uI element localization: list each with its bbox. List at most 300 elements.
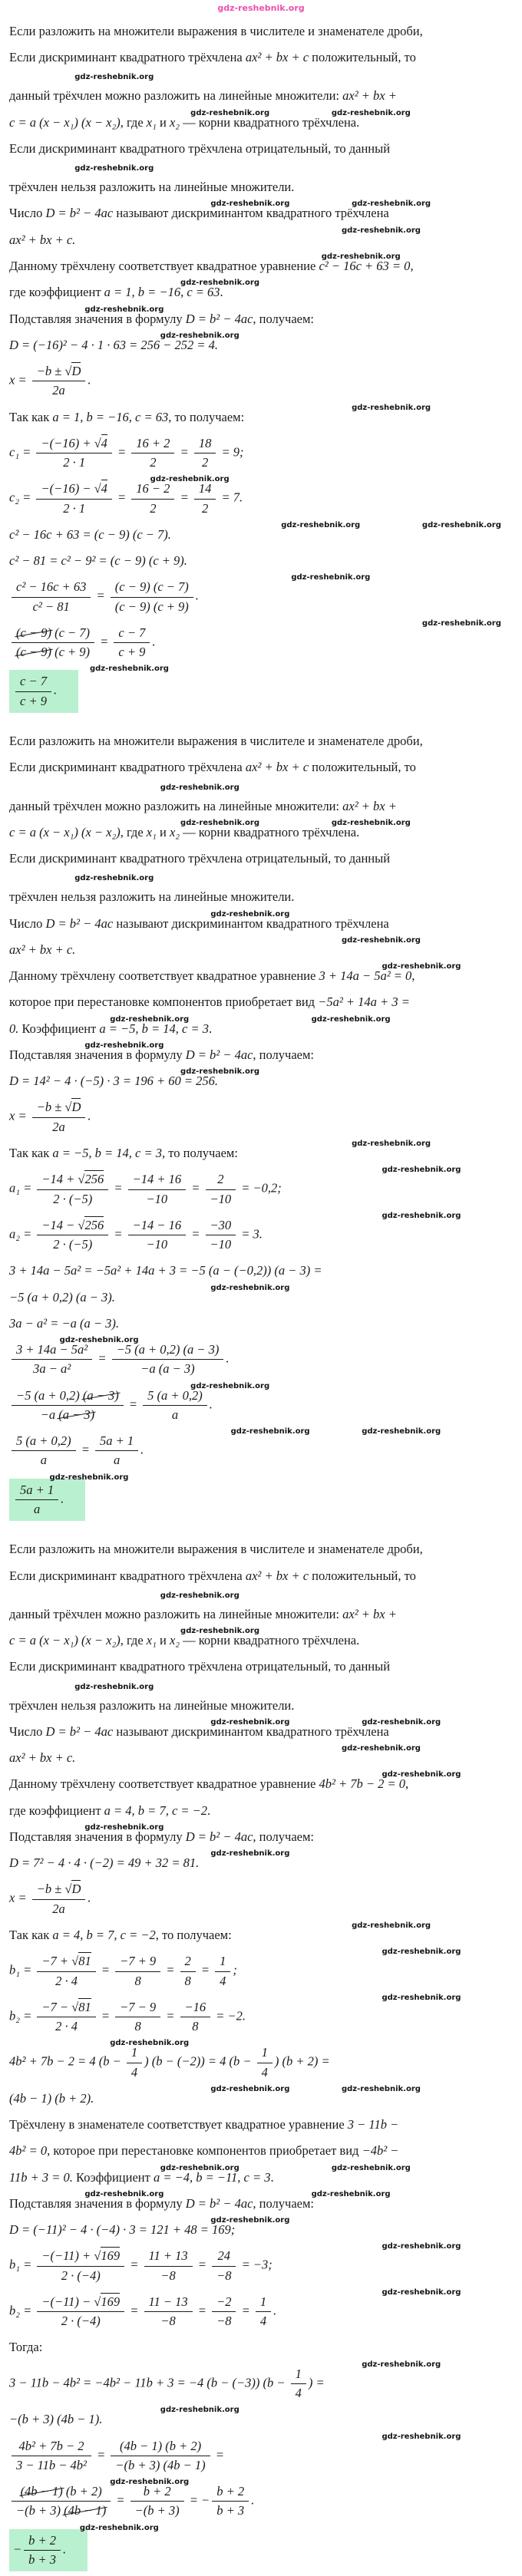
fraction — [15, 1482, 58, 1519]
solution-line — [9, 45, 513, 71]
solution-line — [9, 18, 513, 45]
solution-line — [9, 404, 513, 430]
text-segment: 1 — [295, 2366, 302, 2381]
text-segment: . — [220, 285, 223, 300]
fraction-denominator — [256, 2312, 271, 2330]
text-segment: c² − 81 = c² − 9² = (c − 9) (c + 9). — [9, 553, 187, 569]
text-segment: Если разложить на множители выражения в числителе и знаменателе дроби, — [9, 734, 423, 749]
watermark: gdz-reshebnik.org — [110, 2039, 190, 2048]
solution-line — [9, 2479, 513, 2525]
text-segment: 2 · 4 — [55, 1973, 78, 1988]
text-segment: . — [209, 1021, 213, 1036]
text-segment: D = b² − 4ac — [45, 1723, 114, 1739]
watermark-row — [9, 162, 513, 174]
text-segment: a = −4, b = −11, c = 3 — [153, 2169, 271, 2185]
fraction-denominator — [114, 643, 150, 661]
text-segment: −8 — [160, 2314, 176, 2329]
text-segment: = −2. — [213, 2008, 246, 2024]
text-segment: Данному трёхчлену соответствует квадратное уравнение — [9, 968, 319, 984]
text-segment: ) (b + 2) = — [274, 2053, 330, 2069]
text-segment: 3 − 11b − 4b² — [16, 2457, 87, 2472]
fraction-denominator — [12, 2502, 111, 2519]
text-segment: 18 — [198, 435, 212, 450]
fraction-numerator — [257, 2044, 273, 2063]
fraction-denominator — [12, 2456, 91, 2474]
text-segment: c² − 16c + 63 — [16, 579, 87, 595]
text-segment: и — [156, 114, 170, 130]
watermark-row — [9, 71, 513, 83]
text-segment: , — [411, 968, 415, 984]
text-segment: 1 — [130, 2045, 138, 2060]
solution-line — [9, 846, 513, 872]
fraction-denominator — [206, 1235, 236, 1253]
text-segment: 2a — [52, 383, 65, 398]
text-segment: −(−11) + √ — [41, 2248, 101, 2264]
watermark: gdz-reshebnik.org — [110, 2478, 190, 2487]
watermark: gdz-reshebnik.org — [210, 2216, 290, 2225]
fraction-denominator — [130, 2502, 184, 2519]
solution-line — [9, 358, 513, 404]
text-segment: b + 2 — [216, 2484, 245, 2499]
fraction-numerator — [36, 435, 111, 454]
text-segment: a₁ = — [9, 1180, 35, 1196]
solution-line — [9, 620, 513, 666]
text-segment: a — [113, 1453, 121, 1468]
text-segment: и — [156, 824, 170, 839]
text-segment: , — [405, 1776, 409, 1792]
text-segment: 5 (a + 0,2) — [16, 1433, 71, 1449]
text-segment: c + 9 — [20, 693, 47, 708]
text-segment: , где — [120, 824, 147, 839]
solution-line — [9, 2191, 513, 2217]
text-segment: и — [156, 1633, 170, 1648]
solution-block — [9, 18, 513, 717]
solution-line — [9, 1383, 513, 1429]
fraction-numerator — [144, 2294, 193, 2312]
watermark: gdz-reshebnik.org — [321, 252, 401, 261]
fraction-denominator — [15, 1500, 58, 1518]
fraction-denominator — [32, 1900, 86, 1918]
solution-line — [9, 1212, 513, 1258]
text-segment: Данному трёхчлену соответствует квадратное уравнение — [9, 258, 319, 273]
text-segment: трёхчлен нельзя разложить на линейные множители. — [9, 889, 295, 905]
text-segment: ax² + bx + — [342, 798, 397, 813]
fraction-denominator — [36, 500, 111, 517]
text-segment: 2 — [201, 455, 209, 470]
fraction-denominator — [212, 2267, 236, 2284]
text-segment: 4 — [261, 2064, 268, 2080]
text-segment: Если разложить на множители выражения в числителе и знаменателе дроби, — [9, 23, 423, 38]
text-segment: . — [226, 1351, 230, 1366]
fraction-numerator — [12, 2483, 111, 2502]
text-segment: 1 — [259, 2294, 267, 2309]
fraction-numerator — [111, 2438, 210, 2456]
watermark: gdz-reshebnik.org — [210, 2084, 290, 2093]
text-segment: Трёхчлену в знаменателе соответствует квадратное уравнение — [9, 2117, 348, 2132]
text-segment: 8 — [134, 1973, 141, 1988]
watermark: gdz-reshebnik.org — [331, 108, 411, 117]
text-segment: 4b² + 7b − 2 = 4 (b − — [9, 2053, 124, 2069]
text-segment: ax² + bx + c — [245, 760, 309, 775]
text-segment: (c + 9) — [51, 645, 91, 660]
fraction-numerator — [12, 1387, 124, 1406]
text-segment: a = 4, b = 7, c = −2 — [104, 1803, 208, 1818]
text-segment: Подставляя значения в формулу — [9, 1047, 186, 1062]
text-segment: 256 — [84, 1172, 104, 1187]
fraction-denominator — [95, 1451, 138, 1469]
text-segment: x₂ — [169, 824, 180, 839]
text-segment: , то получаем: — [155, 1927, 232, 1942]
text-segment: b + 3 — [28, 2551, 57, 2567]
watermark: gdz-reshebnik.org — [210, 1849, 290, 1859]
fraction-denominator — [180, 2017, 211, 2035]
text-segment: D = b² − 4ac — [185, 1829, 253, 1844]
text-segment: ) = — [308, 2375, 325, 2390]
text-segment: −(−11) − √ — [41, 2294, 101, 2309]
text-segment: Подставляя значения в формулу — [9, 1829, 186, 1844]
text-segment: = — [194, 2257, 210, 2272]
fraction-denominator — [128, 1190, 187, 1208]
text-segment: D = (−11)² − 4 · (−4) · 3 = 121 + 48 = 169; — [9, 2222, 236, 2238]
text-segment: 2 — [150, 455, 157, 470]
text-segment: 3a − a² = −a (a − 3). — [9, 1315, 119, 1331]
text-segment: Тогда: — [9, 2340, 43, 2355]
solution-line — [9, 1094, 513, 1140]
text-segment: x₂ — [169, 114, 180, 130]
fraction-denominator — [37, 2017, 95, 2035]
fraction-denominator — [111, 2456, 210, 2474]
text-segment: −b ± √ — [36, 1100, 72, 1115]
text-segment: 4 — [220, 1973, 226, 1988]
fraction-denominator — [144, 2312, 193, 2330]
text-segment: 256 — [84, 1217, 104, 1232]
solution-line — [9, 2289, 513, 2335]
fraction-numerator — [212, 2483, 249, 2502]
text-segment: −(−16) + √ — [41, 435, 101, 450]
fraction-numerator — [206, 1171, 236, 1189]
watermark: gdz-reshebnik.org — [84, 305, 164, 314]
watermark: gdz-reshebnik.org — [352, 1921, 431, 1930]
solution-line — [9, 989, 513, 1015]
watermark: gdz-reshebnik.org — [190, 1381, 270, 1390]
text-segment: = — [78, 1442, 94, 1457]
text-segment: 2 · (−4) — [61, 2268, 101, 2283]
text-segment: = — [114, 444, 130, 460]
fraction-denominator — [212, 2312, 236, 2330]
text-segment: . — [61, 1491, 64, 1506]
text-segment: ax² + bx + c. — [9, 1750, 76, 1766]
text-segment: −a (a − 3) — [140, 1361, 195, 1377]
solution-line — [9, 1922, 513, 1948]
text-segment: (c − 9) (c + 9) — [114, 599, 189, 614]
text-segment: 3 + 14a − 5a² = 0 — [319, 968, 412, 984]
fraction — [130, 2483, 184, 2520]
text-segment: −5a² + 14a + 3 = — [318, 994, 410, 1010]
watermark: gdz-reshebnik.org — [89, 665, 169, 674]
text-segment: c + 9 — [118, 645, 146, 660]
text-segment: 1 — [261, 2045, 268, 2060]
text-segment: D — [71, 1100, 81, 1115]
text-segment: 2 · (−5) — [53, 1237, 93, 1252]
fraction-denominator — [12, 643, 94, 661]
answer-line — [9, 1474, 513, 1526]
text-segment: . — [207, 1803, 211, 1818]
watermark: gdz-reshebnik.org — [84, 2189, 164, 2198]
solution-line — [9, 1140, 513, 1166]
text-segment: = — [163, 2008, 178, 2024]
fraction-denominator — [180, 1972, 196, 1990]
cancelled-factor: (c − 9) — [16, 644, 51, 661]
fraction — [37, 1999, 95, 2036]
text-segment: 4b² = 0 — [9, 2143, 48, 2159]
text-segment: Число — [9, 206, 46, 221]
watermark: gdz-reshebnik.org — [210, 909, 290, 919]
text-segment: −7 + √ — [41, 1954, 79, 1969]
text-segment: = −3; — [238, 2257, 273, 2272]
fraction-denominator — [143, 1406, 207, 1423]
text-segment: 4 — [295, 2386, 302, 2401]
text-segment: x = — [9, 372, 30, 388]
watermark: gdz-reshebnik.org — [160, 1591, 240, 1600]
text-segment: = — [197, 1962, 213, 1977]
watermark: gdz-reshebnik.org — [421, 520, 501, 529]
text-segment: = — [163, 1962, 178, 1977]
answer-line — [9, 2525, 513, 2576]
fraction-numerator — [37, 1217, 108, 1235]
fraction — [111, 579, 193, 615]
text-segment: a — [40, 1453, 47, 1468]
watermark-row — [9, 1681, 513, 1693]
watermark: gdz-reshebnik.org — [180, 279, 259, 288]
watermark: gdz-reshebnik.org — [362, 2360, 441, 2369]
watermark: gdz-reshebnik.org — [341, 935, 421, 945]
text-segment: = 9; — [218, 444, 244, 460]
text-segment: Если дискриминант квадратного трёхчлена — [9, 50, 246, 65]
text-segment: = — [127, 2257, 142, 2272]
fraction-numerator — [144, 2248, 193, 2266]
fraction-numerator — [215, 1953, 230, 1971]
text-segment: D = 7² − 4 · 4 · (−2) = 49 + 32 = 81. — [9, 1855, 200, 1871]
text-segment: = − — [186, 2492, 210, 2508]
fraction-denominator — [12, 1360, 92, 1377]
watermark: gdz-reshebnik.org — [210, 1717, 290, 1727]
text-segment: −14 + 16 — [132, 1172, 182, 1187]
watermark: gdz-reshebnik.org — [210, 1283, 290, 1292]
text-segment: называют дискриминантом квадратного трёхчлена — [113, 915, 389, 931]
fraction — [194, 435, 216, 472]
text-segment: 4 — [101, 481, 107, 496]
text-segment: b₂ = — [9, 2303, 35, 2318]
text-segment: , где — [120, 1633, 147, 1648]
watermark: gdz-reshebnik.org — [352, 403, 431, 412]
text-segment: , получаем: — [253, 311, 314, 326]
text-segment: 2 · (−5) — [53, 1191, 93, 1206]
solution-line — [9, 1628, 513, 1654]
text-segment: Коэффициент — [18, 1021, 100, 1036]
text-segment: трёхчлен нельзя разложить на линейные множители. — [9, 1697, 295, 1713]
text-segment: положительный, то — [309, 760, 416, 775]
text-segment: D = b² − 4ac — [185, 2195, 253, 2211]
text-segment: b + 3 — [216, 2503, 245, 2518]
solution-line — [9, 1745, 513, 1771]
solution-line — [9, 522, 513, 548]
fraction-numerator — [12, 625, 94, 643]
text-segment: 3 − 11b − — [347, 2117, 399, 2132]
fraction-numerator — [128, 1217, 187, 1235]
text-segment: c = a (x − x₁) (x − x₂) — [9, 824, 121, 839]
text-segment: −10 — [210, 1237, 232, 1252]
text-segment: = — [177, 490, 192, 505]
text-segment: 4 — [259, 2314, 267, 2329]
fraction — [32, 363, 86, 400]
text-segment: 3a − a² — [33, 1361, 71, 1377]
watermark: gdz-reshebnik.org — [160, 331, 240, 340]
watermark: gdz-reshebnik.org — [341, 226, 421, 235]
watermark-row — [9, 872, 513, 884]
fraction-numerator — [95, 1433, 138, 1451]
text-segment: ) (b − (−2)) = 4 (b − — [144, 2053, 255, 2069]
text-segment: ax² + bx + c — [245, 50, 309, 65]
fraction-numerator — [131, 435, 174, 454]
solution-line — [9, 1536, 513, 1562]
fraction — [127, 2044, 142, 2081]
solution-line — [9, 1068, 513, 1094]
watermark: gdz-reshebnik.org — [382, 1166, 461, 1175]
fraction-numerator — [32, 1099, 86, 1117]
solution-line — [9, 200, 513, 226]
watermark-row — [9, 781, 513, 793]
text-segment: 1 — [220, 1954, 226, 1969]
text-segment: . — [273, 2303, 277, 2318]
text-segment: 2 — [150, 500, 157, 516]
solution-line — [9, 1601, 513, 1628]
fraction — [131, 435, 174, 472]
fraction-numerator — [12, 579, 91, 597]
text-segment: 4b² + 7b − 2 = 0 — [319, 1776, 406, 1792]
watermark: gdz-reshebnik.org — [74, 874, 154, 883]
fraction-numerator — [37, 2248, 124, 2266]
fraction-denominator — [206, 1190, 236, 1208]
text-segment: −10 — [146, 1237, 168, 1252]
text-segment: (4b − 1) (b + 2). — [9, 2090, 94, 2106]
solution-line — [9, 2112, 513, 2138]
text-segment: . — [88, 1109, 91, 1124]
solution-block — [9, 1536, 513, 2576]
watermark: gdz-reshebnik.org — [352, 200, 431, 209]
text-segment: Если дискриминант квадратного трёхчлена отрицательный, то данный — [9, 1659, 391, 1674]
watermark: gdz-reshebnik.org — [180, 1627, 259, 1636]
fraction — [144, 2248, 193, 2284]
fraction — [212, 2294, 236, 2330]
solution-line — [9, 476, 513, 522]
text-segment: данный трёхчлен можно разложить на линейные множители: — [9, 1606, 343, 1621]
text-segment: 2 — [217, 1172, 224, 1187]
fraction — [112, 1341, 224, 1378]
text-segment: 2a — [52, 1119, 65, 1134]
fraction-denominator — [37, 2312, 124, 2330]
text-segment: c − 7 — [20, 674, 47, 689]
fraction-denominator — [115, 1972, 160, 1990]
text-segment: 16 + 2 — [136, 435, 170, 450]
text-segment: b₁ = — [9, 1962, 35, 1977]
solution-line — [9, 2433, 513, 2479]
fraction-numerator — [37, 1171, 108, 1189]
text-segment: Подставляя значения в формулу — [9, 2195, 186, 2211]
text-segment: 24 — [217, 2248, 230, 2264]
fraction — [36, 480, 111, 517]
text-segment: , получаем: — [253, 1829, 314, 1844]
watermark: gdz-reshebnik.org — [74, 164, 154, 173]
answer-highlight — [9, 2529, 88, 2572]
text-segment: −(b + 3) (4b − 1). — [9, 2412, 103, 2427]
text-segment: 2a — [52, 1901, 65, 1916]
watermark: gdz-reshebnik.org — [160, 783, 240, 792]
fraction-numerator — [256, 2294, 271, 2312]
text-segment: −8 — [216, 2314, 232, 2329]
text-segment: , получаем: — [253, 1047, 314, 1062]
text-segment: −(b + 3) (4b − 1) — [115, 2457, 206, 2472]
text-segment: которое при перестановке компонентов приобретает вид — [9, 994, 319, 1010]
fraction — [37, 2294, 124, 2330]
watermark: gdz-reshebnik.org — [74, 73, 154, 82]
fraction-numerator — [15, 1482, 58, 1500]
watermark: gdz-reshebnik.org — [281, 520, 361, 529]
watermark: gdz-reshebnik.org — [331, 818, 411, 827]
text-segment: = — [97, 2008, 114, 2024]
text-segment: Так как — [9, 1927, 53, 1942]
text-segment: −8 — [216, 2268, 232, 2283]
watermark: gdz-reshebnik.org — [382, 2242, 461, 2251]
text-segment: −5 (a + 0,2) (a − 3). — [9, 1289, 115, 1304]
fraction-denominator — [212, 2502, 249, 2519]
text-segment: (c − 7) — [51, 625, 91, 640]
solution-line — [9, 1042, 513, 1068]
text-segment: 14 — [198, 481, 212, 496]
fraction-denominator — [144, 2267, 193, 2284]
fraction-denominator — [37, 2267, 124, 2284]
fraction-denominator — [37, 1190, 108, 1208]
watermark: gdz-reshebnik.org — [210, 200, 290, 209]
text-segment: D = (−16)² − 4 · 1 · 63 = 256 − 252 = 4. — [9, 337, 219, 352]
text-segment: = — [93, 588, 108, 603]
text-segment: −30 — [210, 1217, 232, 1232]
fraction-denominator — [128, 1235, 187, 1253]
text-segment: = — [97, 1962, 114, 1977]
fraction-denominator — [194, 454, 216, 471]
fraction-numerator — [32, 363, 86, 381]
solution-line — [9, 793, 513, 820]
watermark: gdz-reshebnik.org — [362, 1427, 441, 1436]
text-segment: , получаем: — [253, 2195, 314, 2211]
text-segment: Число — [9, 1723, 46, 1739]
text-segment: Данному трёхчлену соответствует квадратное уравнение — [9, 1776, 319, 1792]
fraction — [114, 625, 150, 661]
solution-line — [9, 1719, 513, 1745]
watermark: gdz-reshebnik.org — [382, 2287, 461, 2297]
fraction-numerator — [115, 1953, 160, 1971]
text-segment: D = b² − 4ac — [185, 311, 253, 326]
watermark: gdz-reshebnik.org — [84, 1041, 164, 1050]
fraction — [37, 1217, 108, 1254]
text-segment: x₂ — [169, 1633, 180, 1648]
text-segment: Если дискриминант квадратного трёхчлена — [9, 760, 246, 775]
text-segment: ax² + bx + — [342, 88, 397, 104]
solution-line — [9, 1876, 513, 1922]
fraction-numerator — [12, 1433, 76, 1451]
answer-highlight — [9, 670, 78, 713]
solution-line — [9, 136, 513, 162]
watermark: gdz-reshebnik.org — [421, 618, 501, 628]
